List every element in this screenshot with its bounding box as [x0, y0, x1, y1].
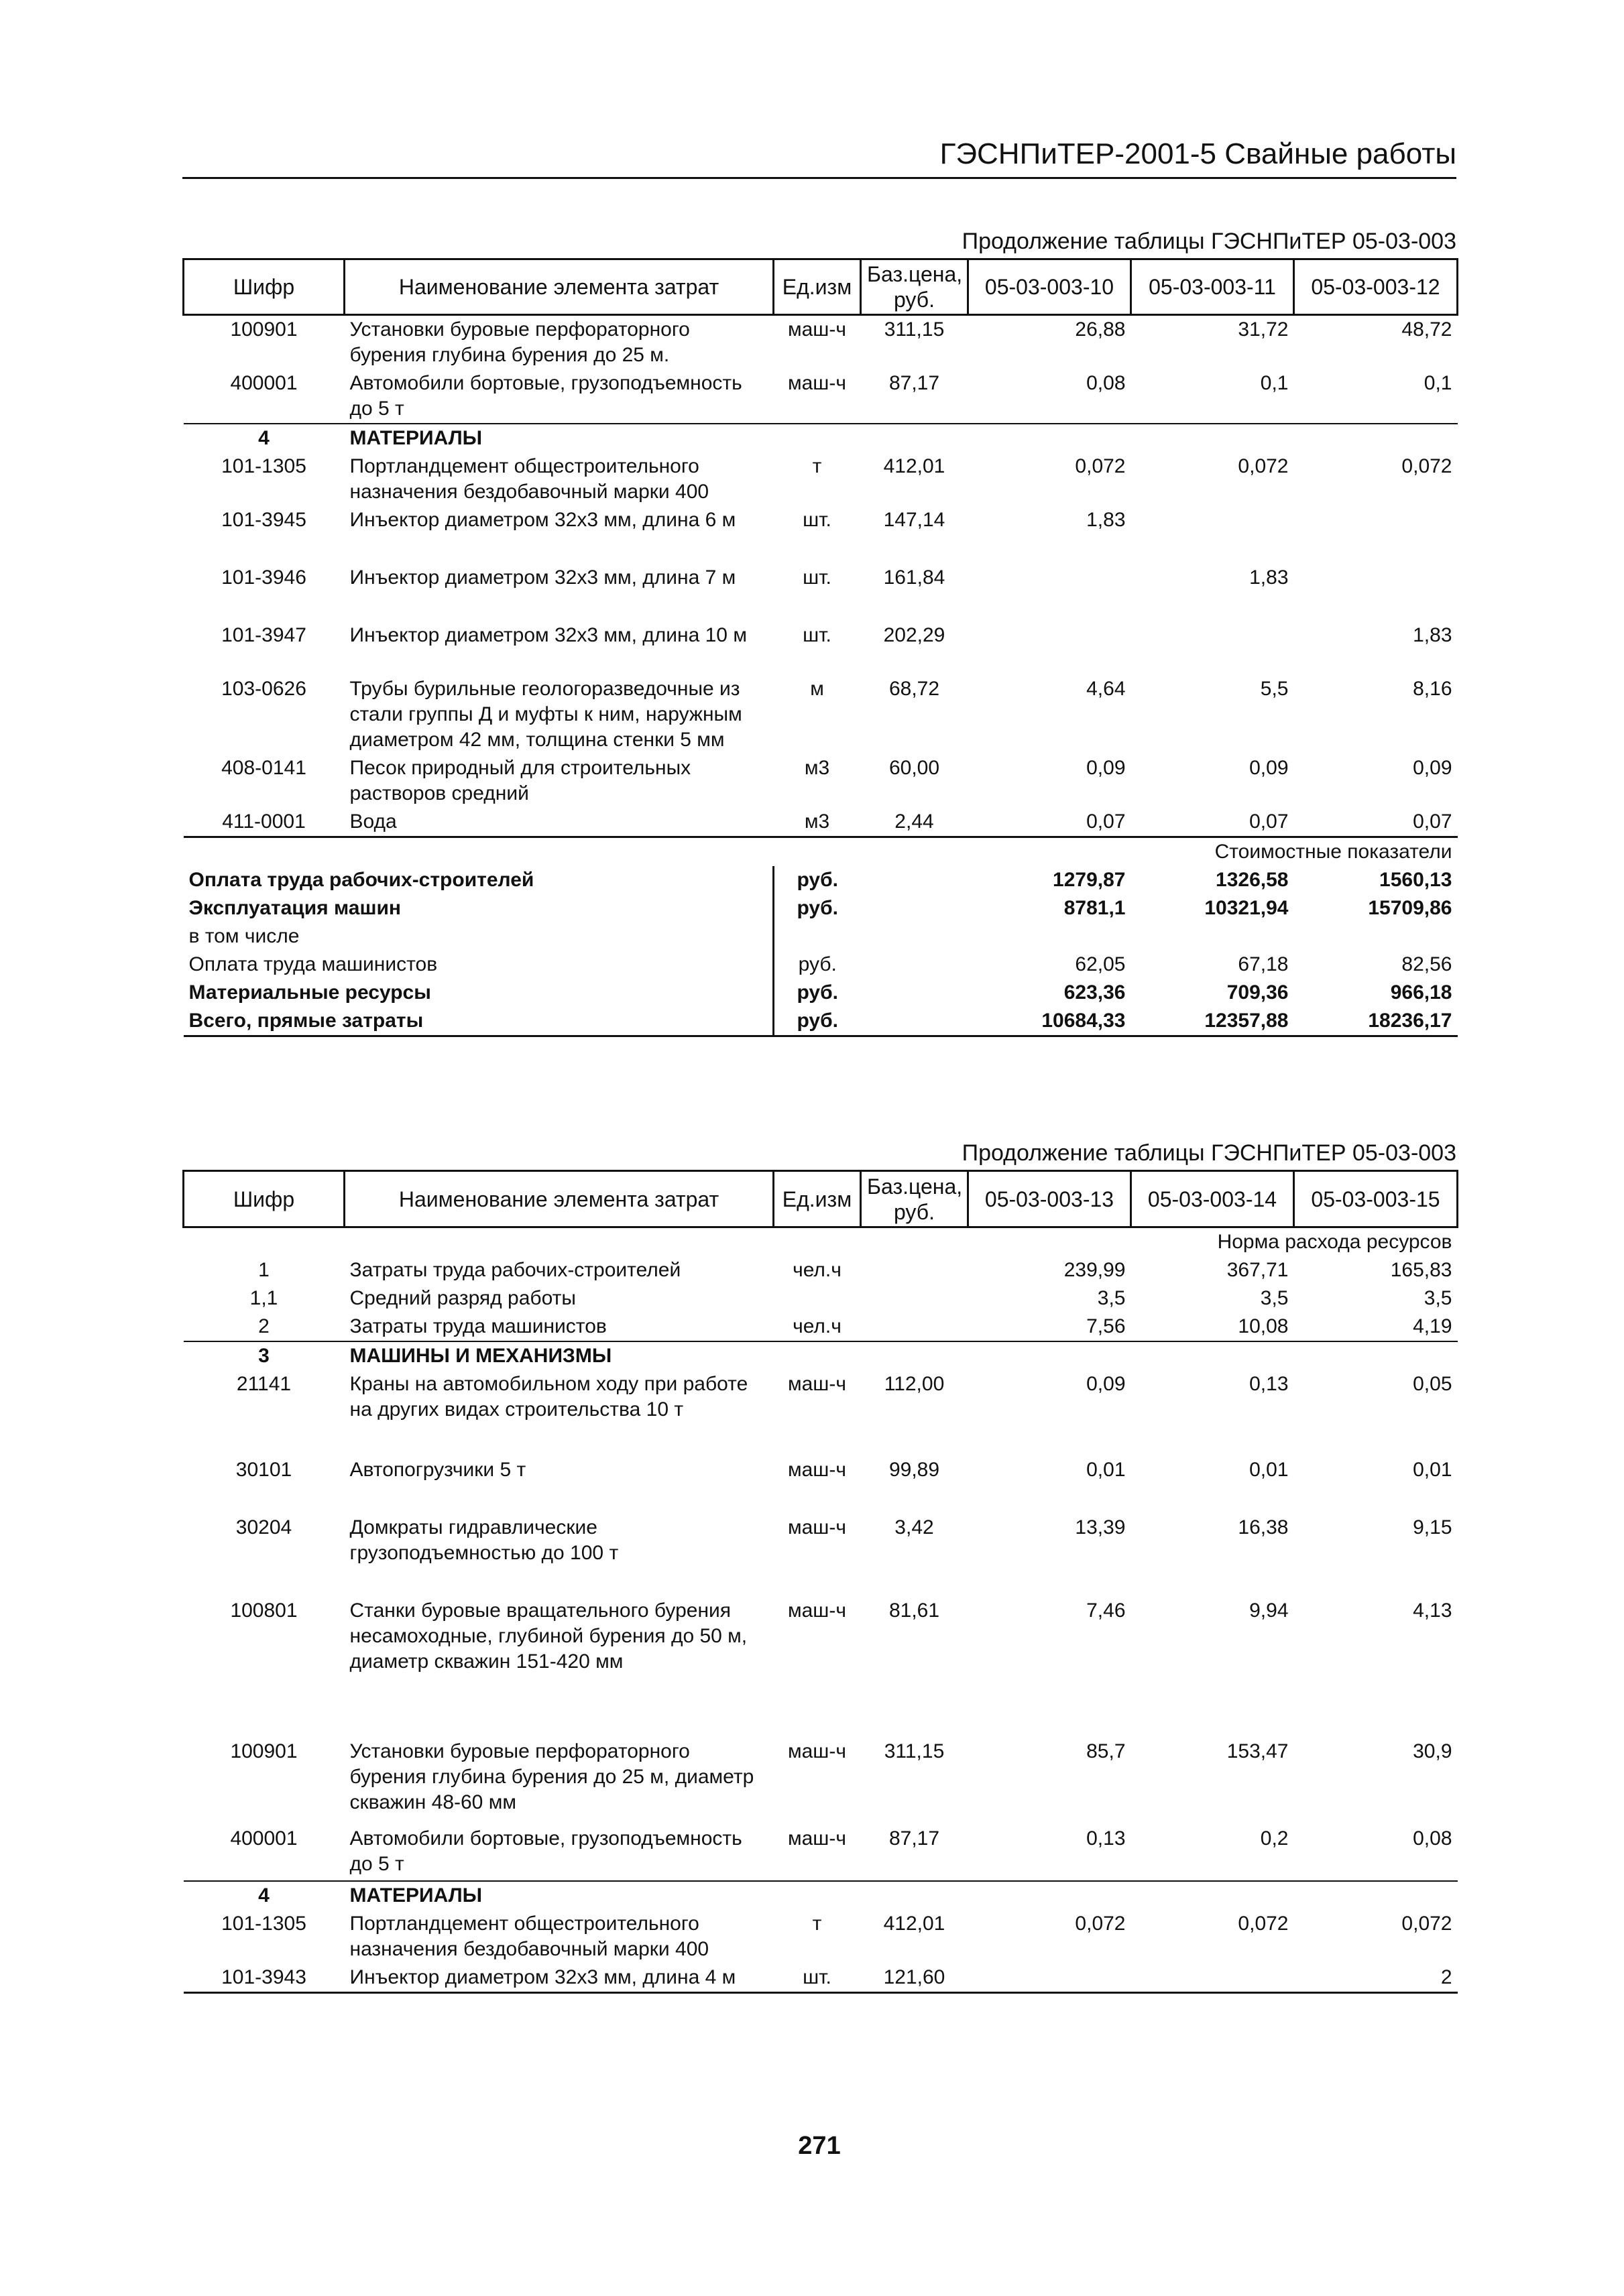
row-price — [861, 1341, 968, 1370]
cost-value-1: 1279,87 — [1053, 869, 1126, 891]
cost-unit: руб. — [797, 897, 838, 919]
row-price — [861, 1313, 968, 1341]
row-price: 81,61 — [888, 1599, 940, 1622]
row-value-2 — [1131, 1881, 1294, 1910]
row-price: 3,42 — [894, 1516, 934, 1538]
row-unit: шт. — [803, 566, 831, 589]
table-row — [184, 506, 1458, 564]
row-value-1: 0,08 — [1086, 372, 1126, 394]
table-row — [184, 1963, 1458, 1993]
row-value-3: 8,16 — [1413, 678, 1452, 700]
row-name: Затраты труда рабочих-строителей — [349, 1259, 681, 1281]
cost-value-1: 62,05 — [1075, 953, 1126, 975]
cost-unit: руб. — [798, 953, 837, 975]
table-row — [184, 1341, 1458, 1370]
row-code: 408-0141 — [221, 757, 306, 779]
row-price: 112,00 — [884, 1373, 945, 1395]
table-row — [184, 564, 1458, 621]
table1 — [182, 258, 1458, 1037]
row-unit: маш-ч — [788, 1459, 846, 1481]
row-name: Инъектор диаметром 32х3 мм, длина 10 м — [349, 624, 747, 646]
cost-label: Всего, прямые затраты — [184, 1007, 774, 1036]
row-unit: т — [812, 455, 822, 477]
table-row — [184, 1881, 1458, 1910]
row-unit: м3 — [804, 757, 830, 779]
row-value-1: 26,88 — [1075, 318, 1126, 341]
col-header-code-2: 05-03-003-14 — [1131, 1171, 1294, 1227]
row-code: 2 — [258, 1315, 270, 1337]
row-value-1: 7,46 — [1086, 1599, 1126, 1622]
col-header-code-1: 05-03-003-13 — [968, 1171, 1131, 1227]
cost-value-2: 709,36 — [1226, 981, 1289, 1004]
cost-price-empty — [861, 951, 968, 979]
table-row — [184, 808, 1458, 837]
table-row — [184, 1256, 1458, 1284]
table2 — [182, 1170, 1458, 1994]
cost-row — [184, 922, 1458, 951]
row-value-2: 0,1 — [1260, 372, 1289, 394]
row-value-3: 9,15 — [1413, 1516, 1452, 1538]
cost-value-1: 10684,33 — [968, 1007, 1131, 1036]
row-code: 1,1 — [249, 1287, 278, 1309]
col-header-unit: Ед.изм — [774, 1171, 861, 1227]
table-row — [184, 1738, 1458, 1825]
row-value-2: 0,01 — [1249, 1459, 1289, 1481]
row-value-3 — [1294, 564, 1458, 621]
row-unit: маш-ч — [788, 372, 846, 394]
cost-row — [184, 894, 1458, 922]
cost-price-empty — [861, 1007, 968, 1036]
row-code: 101-1305 — [221, 455, 306, 477]
cost-unit — [774, 922, 861, 951]
cost-price-empty — [861, 894, 968, 922]
row-code: 3 — [184, 1341, 345, 1370]
table-row — [184, 369, 1458, 424]
row-name: Инъектор диаметром 32х3 мм, длина 6 м — [349, 509, 736, 531]
row-value-3: 1,83 — [1413, 624, 1452, 646]
cost-price-empty — [861, 922, 968, 951]
cost-label: Оплата труда машинистов — [184, 951, 774, 979]
row-value-3: 0,01 — [1413, 1459, 1452, 1481]
row-code: 30101 — [235, 1459, 292, 1481]
row-price: 68,72 — [888, 678, 940, 700]
row-value-2: 0,07 — [1131, 808, 1294, 837]
row-value-2: 0,09 — [1249, 757, 1289, 779]
cost-unit: руб. — [797, 869, 838, 891]
row-unit — [774, 424, 861, 452]
cost-value-1 — [968, 922, 1131, 951]
row-value-1: 3,5 — [1097, 1287, 1126, 1309]
row-value-2 — [1131, 1341, 1294, 1370]
row-value-1 — [968, 1963, 1131, 1993]
row-value-3: 0,05 — [1413, 1373, 1452, 1395]
row-value-3: 165,83 — [1390, 1259, 1452, 1281]
row-price: 2,44 — [861, 808, 968, 837]
row-price — [861, 1284, 968, 1313]
table-row — [184, 675, 1458, 754]
row-name: МАШИНЫ И МЕХАНИЗМЫ — [345, 1341, 774, 1370]
cost-value-1: 623,36 — [1063, 981, 1126, 1004]
row-price: 412,01 — [883, 455, 945, 477]
row-value-1: 0,07 — [968, 808, 1131, 837]
row-code: 101-3945 — [221, 509, 306, 531]
row-name: Автопогрузчики 5 т — [349, 1459, 526, 1481]
cost-price-empty — [861, 979, 968, 1007]
row-value-1: 4,64 — [1086, 678, 1126, 700]
table1-continuation-caption: Продолжение таблицы ГЭСНПиТЕР 05-03-003 — [962, 229, 1456, 254]
row-value-1: 0,072 — [1075, 455, 1126, 477]
cost-label: Оплата труда рабочих-строителей — [184, 866, 774, 894]
row-value-2: 16,38 — [1238, 1516, 1289, 1538]
table2-section-label: Норма расхода ресурсов — [1217, 1231, 1452, 1253]
row-value-3: 0,08 — [1413, 1827, 1452, 1850]
table-row — [184, 315, 1458, 370]
row-value-3: 2 — [1294, 1963, 1458, 1993]
row-value-2: 31,72 — [1238, 318, 1289, 341]
row-value-2 — [1131, 1963, 1294, 1993]
row-value-2: 0,072 — [1238, 455, 1289, 477]
row-price: 202,29 — [883, 624, 945, 646]
row-unit: маш-ч — [788, 1599, 846, 1622]
row-name: Станки буровые вращательного бурения несамоходные, глубиной бурения до 50 м, диаметр скважин 151-420 мм — [349, 1599, 748, 1673]
cost-value-3: 1560,13 — [1379, 869, 1452, 891]
table-row — [184, 1456, 1458, 1514]
row-price — [861, 424, 968, 452]
row-unit: т — [812, 1913, 822, 1935]
row-unit: м3 — [774, 808, 861, 837]
cost-value-3: 18236,17 — [1294, 1007, 1458, 1036]
row-value-2: 153,47 — [1226, 1740, 1289, 1762]
row-price: 311,15 — [884, 1740, 945, 1762]
cost-value-2: 67,18 — [1238, 953, 1289, 975]
table-row — [184, 452, 1458, 506]
row-code: 400001 — [230, 372, 298, 394]
cost-label: Материальные ресурсы — [184, 979, 774, 1007]
row-name: Установки буровые перфораторного бурения глубина бурения до 25 м, диаметр скважин 48-60 мм — [349, 1740, 754, 1813]
row-code: 4 — [184, 424, 345, 452]
cost-unit: руб. — [797, 981, 838, 1004]
cost-row — [184, 979, 1458, 1007]
row-price: 87,17 — [888, 372, 940, 394]
row-price: 147,14 — [883, 509, 945, 531]
row-price: 60,00 — [888, 757, 940, 779]
row-code: 101-3947 — [221, 624, 306, 646]
cost-value-3 — [1294, 922, 1458, 951]
row-value-3: 4,13 — [1413, 1599, 1452, 1622]
row-value-1: 13,39 — [1075, 1516, 1126, 1538]
row-value-2 — [1131, 424, 1294, 452]
row-code: 1 — [258, 1259, 270, 1281]
table2-continuation-caption: Продолжение таблицы ГЭСНПиТЕР 05-03-003 — [962, 1140, 1456, 1166]
row-name: Домкраты гидравлические грузоподъемностью до 100 т — [349, 1516, 619, 1564]
col-header-code: Шифр — [184, 1171, 345, 1227]
table-row — [184, 424, 1458, 452]
row-name: МАТЕРИАЛЫ — [345, 424, 774, 452]
row-value-2: 10,08 — [1238, 1315, 1289, 1337]
row-value-3 — [1294, 1881, 1458, 1910]
row-value-1: 0,09 — [1086, 757, 1126, 779]
row-code: 100901 — [230, 1740, 298, 1762]
cost-value-1: 8781,1 — [1063, 897, 1126, 919]
row-value-3 — [1294, 506, 1458, 564]
row-name: Вода — [345, 808, 774, 837]
row-value-1: 239,99 — [1063, 1259, 1126, 1281]
col-header-code-3: 05-03-003-12 — [1294, 259, 1458, 315]
col-header-name: Наименование элемента затрат — [345, 1171, 774, 1227]
row-unit: маш-ч — [788, 318, 846, 341]
row-value-1: 1,83 — [1086, 509, 1126, 531]
row-price — [861, 1881, 968, 1910]
table-row — [184, 1597, 1458, 1738]
table-row — [184, 754, 1458, 808]
row-value-1 — [968, 424, 1131, 452]
cost-value-2: 12357,88 — [1131, 1007, 1294, 1036]
row-code: 30204 — [235, 1516, 292, 1538]
row-value-3 — [1294, 424, 1458, 452]
row-unit — [774, 1284, 861, 1313]
cost-value-2 — [1131, 922, 1294, 951]
row-price: 121,60 — [861, 1963, 968, 1993]
row-name: Портландцемент общестроительного назначения бездобавочный марки 400 — [349, 455, 709, 503]
row-price: 87,17 — [888, 1827, 940, 1850]
row-value-3: 0,1 — [1424, 372, 1452, 394]
row-unit: чел.ч — [793, 1259, 842, 1281]
cost-value-2: 1326,58 — [1216, 869, 1289, 891]
row-name: Трубы бурильные геологоразведочные из стали группы Д и муфты к ним, наружным диаметром 42 мм, толщина стенки 5 мм — [349, 678, 742, 751]
row-price: 311,15 — [884, 318, 945, 341]
row-value-1 — [968, 1341, 1131, 1370]
table-row — [184, 1514, 1458, 1597]
cost-value-3: 82,56 — [1401, 953, 1452, 975]
row-value-3: 30,9 — [1413, 1740, 1452, 1762]
row-code: 100801 — [230, 1599, 298, 1622]
table1-section-label: Стоимостные показатели — [1214, 841, 1452, 863]
row-value-2 — [1131, 621, 1294, 675]
row-name: Краны на автомобильном ходу при работе на других видах строительства 10 т — [349, 1373, 748, 1421]
row-value-2: 9,94 — [1249, 1599, 1289, 1622]
row-price: 161,84 — [883, 566, 945, 589]
row-name: Затраты труда машинистов — [349, 1315, 607, 1337]
row-value-2: 0,072 — [1238, 1913, 1289, 1935]
row-value-2: 0,13 — [1249, 1373, 1289, 1395]
row-unit: м — [810, 678, 824, 700]
row-value-1 — [968, 621, 1131, 675]
row-value-3: 4,19 — [1413, 1315, 1452, 1337]
row-value-2: 0,2 — [1260, 1827, 1289, 1850]
row-code: 101-1305 — [221, 1913, 306, 1935]
row-unit: маш-ч — [788, 1740, 846, 1762]
cost-row — [184, 951, 1458, 979]
row-name: Средний разряд работы — [349, 1287, 576, 1309]
page-header: ГЭСНПиТЕР-2001-5 Свайные работы — [182, 134, 1456, 179]
cost-value-3: 15709,86 — [1368, 897, 1452, 919]
col-header-code: Шифр — [184, 259, 345, 315]
row-unit: шт. — [774, 1963, 861, 1993]
row-code: 4 — [184, 1881, 345, 1910]
row-unit: шт. — [803, 509, 831, 531]
row-value-3: 48,72 — [1401, 318, 1452, 341]
row-value-2: 5,5 — [1260, 678, 1289, 700]
cost-label: Эксплуатация машин — [184, 894, 774, 922]
row-unit — [774, 1881, 861, 1910]
table-row — [184, 621, 1458, 675]
col-header-code-2: 05-03-003-11 — [1131, 259, 1294, 315]
table-row — [184, 1370, 1458, 1456]
row-unit: маш-ч — [788, 1373, 846, 1395]
row-value-1 — [968, 1881, 1131, 1910]
row-value-2: 3,5 — [1260, 1287, 1289, 1309]
page-number: 271 — [798, 2132, 841, 2160]
col-header-code-1: 05-03-003-10 — [968, 259, 1131, 315]
row-price — [861, 1256, 968, 1284]
row-unit: шт. — [803, 624, 831, 646]
row-code: 101-3946 — [221, 566, 306, 589]
row-value-2: 367,71 — [1226, 1259, 1289, 1281]
cost-unit: руб. — [774, 1007, 861, 1036]
cost-value-2: 10321,94 — [1204, 897, 1289, 919]
row-code: 101-3943 — [184, 1963, 345, 1993]
row-unit: маш-ч — [788, 1516, 846, 1538]
row-name: Песок природный для строительных растворов средний — [349, 757, 691, 804]
row-unit: маш-ч — [788, 1827, 846, 1850]
col-header-code-3: 05-03-003-15 — [1294, 1171, 1458, 1227]
row-name: Портландцемент общестроительного назначения бездобавочный марки 400 — [349, 1913, 709, 1960]
row-name: Инъектор диаметром 32х3 мм, длина 4 м — [345, 1963, 774, 1993]
cost-label: в том числе — [184, 922, 774, 951]
col-header-name: Наименование элемента затрат — [345, 259, 774, 315]
col-header-unit: Ед.изм — [774, 259, 861, 315]
row-name: Автомобили бортовые, грузоподъемность до 5 т — [349, 1827, 742, 1875]
row-value-2: 1,83 — [1249, 566, 1289, 589]
table-row — [184, 1284, 1458, 1313]
row-name: Автомобили бортовые, грузоподъемность до 5 т — [349, 372, 742, 420]
row-code: 411-0001 — [184, 808, 345, 837]
row-unit — [774, 1341, 861, 1370]
row-name: Установки буровые перфораторного бурения глубина бурения до 25 м. — [349, 318, 690, 366]
cost-row — [184, 866, 1458, 894]
row-code: 21141 — [236, 1373, 292, 1395]
row-value-3 — [1294, 1341, 1458, 1370]
row-value-1: 7,56 — [1086, 1315, 1126, 1337]
row-value-1: 0,01 — [1086, 1459, 1126, 1481]
cost-row — [184, 1007, 1458, 1036]
cost-price-empty — [861, 866, 968, 894]
table-row — [184, 1313, 1458, 1341]
row-code: 100901 — [230, 318, 298, 341]
row-value-1: 0,09 — [1086, 1373, 1126, 1395]
row-code: 103-0626 — [221, 678, 306, 700]
row-value-3: 0,09 — [1413, 757, 1452, 779]
row-value-3: 0,072 — [1401, 455, 1452, 477]
row-value-1 — [968, 564, 1131, 621]
row-price: 412,01 — [883, 1913, 945, 1935]
row-value-3: 0,072 — [1401, 1913, 1452, 1935]
row-value-1: 85,7 — [1086, 1740, 1126, 1762]
row-name: МАТЕРИАЛЫ — [345, 1881, 774, 1910]
row-unit: чел.ч — [793, 1315, 842, 1337]
row-price: 99,89 — [888, 1459, 940, 1481]
row-value-1: 0,072 — [1075, 1913, 1126, 1935]
table-row — [184, 1910, 1458, 1963]
col-header-price: Баз.цена, руб. — [861, 259, 968, 315]
row-value-1: 0,13 — [1086, 1827, 1126, 1850]
table-row — [184, 1825, 1458, 1881]
row-value-3: 0,07 — [1294, 808, 1458, 837]
row-name: Инъектор диаметром 32х3 мм, длина 7 м — [349, 566, 736, 589]
row-value-3: 3,5 — [1424, 1287, 1452, 1309]
row-value-2 — [1131, 506, 1294, 564]
col-header-price: Баз.цена, руб. — [861, 1171, 968, 1227]
row-code: 400001 — [230, 1827, 298, 1850]
cost-value-3: 966,18 — [1390, 981, 1452, 1004]
